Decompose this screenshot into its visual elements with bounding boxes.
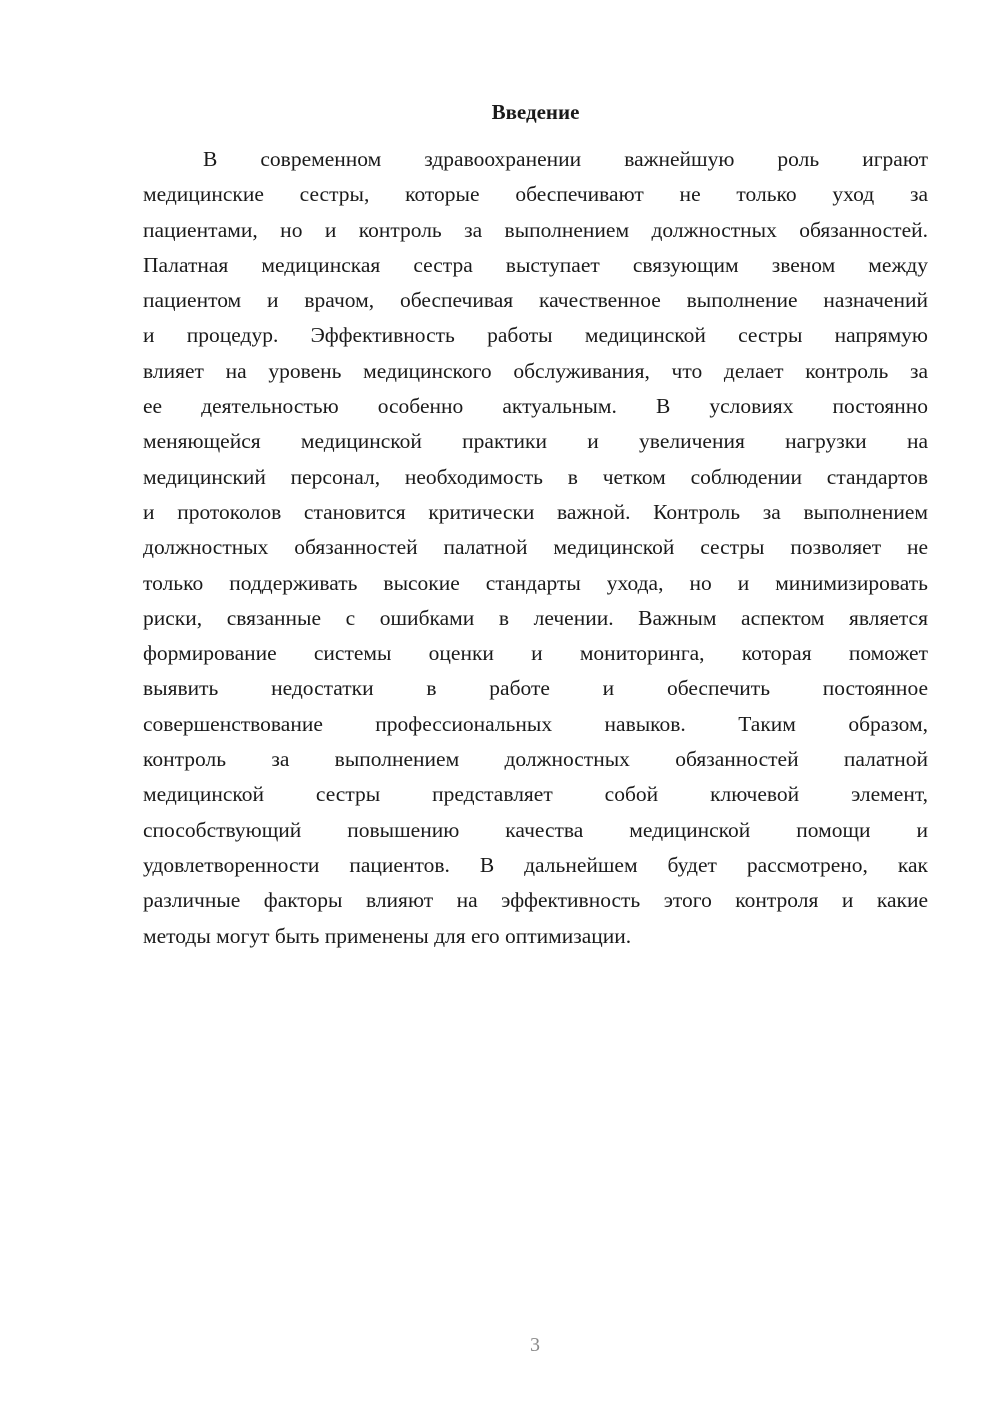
paragraph-line: выявить недостатки в работе и обеспечить постоянное: [143, 676, 928, 701]
paragraph-line: способствующий повышению качества медицинской помощи и: [143, 817, 928, 842]
paragraph-line: удовлетворенности пациентов. В дальнейшем будет рассмотрено, как: [143, 852, 928, 877]
body-paragraph: [143, 142, 928, 954]
paragraph-line: только поддерживать высокие стандарты ухода, но и минимизировать: [143, 570, 928, 595]
paragraph-line: риски, связанные с ошибками в лечении. Важным аспектом является: [143, 605, 928, 630]
paragraph-line: ее деятельностью особенно актуальным. В условиях постоянно: [143, 394, 928, 419]
paragraph-line: медицинские сестры, которые обеспечивают не только уход за: [143, 182, 928, 207]
paragraph-line: В современном здравоохранении важнейшую роль играют: [203, 147, 928, 171]
paragraph-line: и протоколов становится критически важной. Контроль за выполнением: [143, 499, 928, 524]
paragraph-line: различные факторы влияют на эффективность этого контроля и какие: [143, 888, 928, 913]
paragraph-line: медицинский персонал, необходимость в четком соблюдении стандартов: [143, 464, 928, 489]
page-title: Введение: [491, 100, 580, 124]
paragraph-line: меняющейся медицинской практики и увеличения нагрузки на: [143, 429, 928, 454]
paragraph-line: влияет на уровень медицинского обслуживания, что делает контроль за: [143, 358, 928, 383]
page-number: 3: [530, 1334, 540, 1356]
paragraph-line: и процедур. Эффективность работы медицинской сестры напрямую: [143, 323, 928, 348]
paragraph-line: контроль за выполнением должностных обязанностей палатной: [143, 747, 928, 772]
paragraph-line: Палатная медицинская сестра выступает связующим звеном между: [143, 252, 928, 277]
paragraph-line: медицинской сестры представляет собой ключевой элемент,: [143, 782, 928, 807]
paragraph-line: формирование системы оценки и мониторинга, которая поможет: [143, 641, 928, 666]
paragraph-line: методы могут быть применены для его оптимизации.: [143, 923, 632, 948]
paragraph-line: должностных обязанностей палатной медицинской сестры позволяет не: [143, 535, 928, 560]
paragraph-line: совершенствование профессиональных навыков. Таким образом,: [143, 711, 928, 736]
paragraph-line: пациентом и врачом, обеспечивая качественное выполнение назначений: [143, 288, 928, 313]
paragraph-line: пациентами, но и контроль за выполнением должностных обязанностей.: [143, 217, 928, 242]
